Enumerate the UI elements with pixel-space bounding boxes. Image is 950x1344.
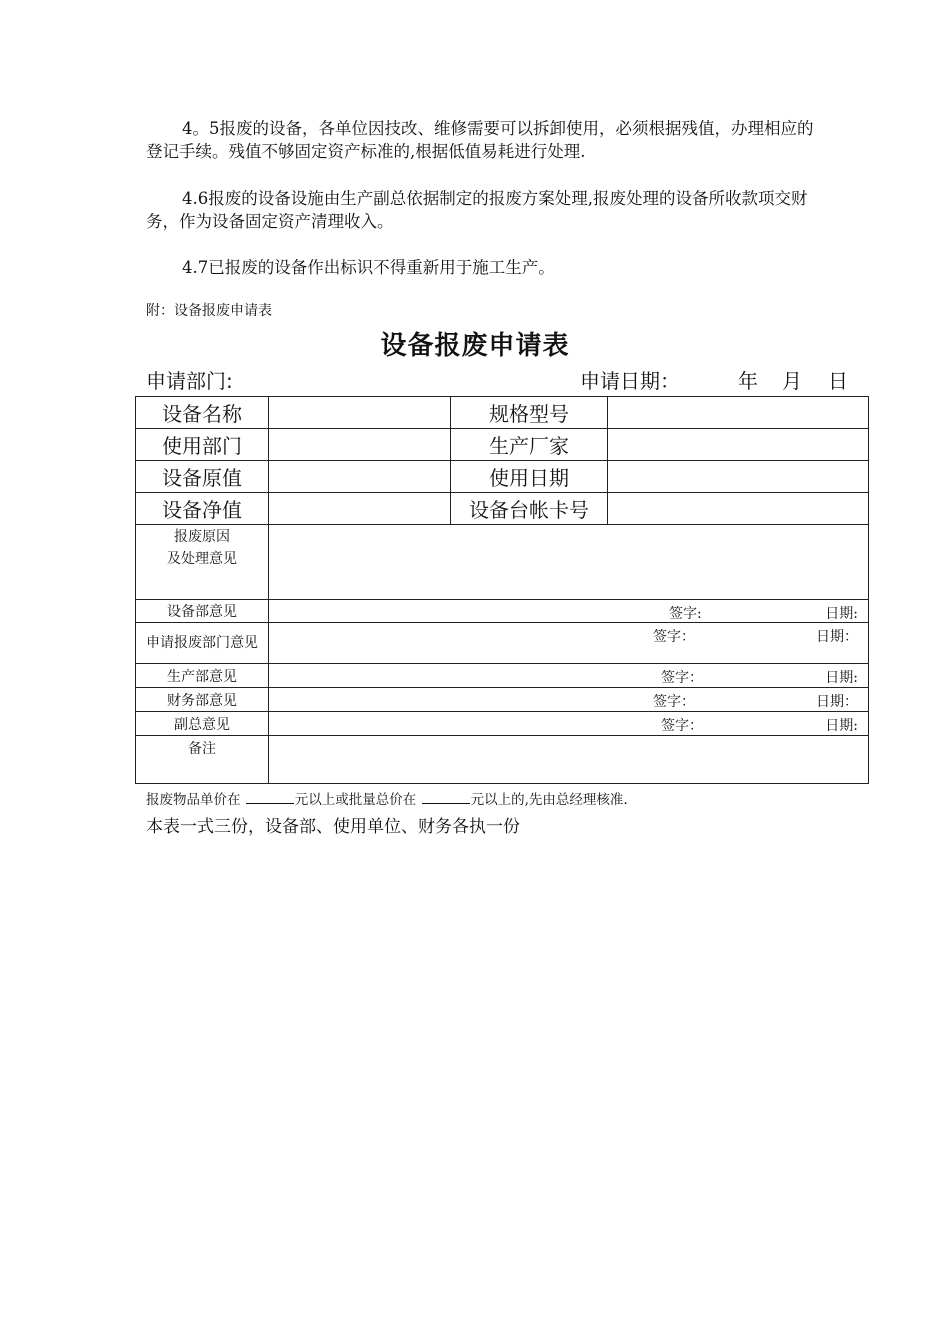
field-label: 设备名称 [136,397,269,429]
sign-label: 签字： [661,670,703,686]
opinion-label: 财务部意见 [136,688,269,712]
sign-label: 签字: [669,606,702,622]
year-label: 年 [738,369,758,393]
opinion-field[interactable] [269,664,869,688]
opinion-label: 副总意见 [136,712,269,736]
reason-label: 报废原因 及处理意见 [136,525,269,600]
approval-note: 报废物品单价在 元以上或批量总价在 元以上的,先由总经理核准. [146,792,628,808]
opinion-label: 申请报废部门意见 [136,623,269,664]
form-title: 设备报废申请表 [380,331,570,361]
attachment-caption: 附：设备报废申请表 [146,303,272,319]
date-label: 日期： [816,629,858,645]
scrap-application-form [135,396,869,784]
opinion-row [136,688,869,712]
form-row [136,493,869,525]
clause-4-7: 4.7已报废的设备作出标识不得重新用于施工生产。 [182,258,555,277]
opinion-row [136,712,869,736]
date-label: 日期: [825,670,858,686]
opinion-label: 生产部意见 [136,664,269,688]
form-row [136,429,869,461]
remark-field[interactable] [269,736,869,784]
using-dept-field[interactable] [269,429,451,461]
field-label: 生产厂家 [451,429,608,461]
opinion-field[interactable] [269,688,869,712]
field-label: 规格型号 [451,397,608,429]
field-label: 使用部门 [136,429,269,461]
opinion-field[interactable] [269,623,869,664]
field-label: 设备净值 [136,493,269,525]
clause-4-5: 4。5报废的设备，各单位因技改、维修需要可以拆卸使用，必须根据残值，办理相应的登记手续。残值不够固定资产标准的,根据低值易耗进行处理. [146,119,814,161]
sign-label: 签字： [653,694,695,710]
clause-4-6: 4.6报废的设备设施由生产副总依据制定的报废方案处理,报废处理的设备所收款项交财务，作为设备固定资产清理收入。 [146,189,808,231]
opinion-row [136,664,869,688]
batch-total-blank[interactable] [422,791,470,804]
field-label: 设备台帐卡号 [451,493,608,525]
sign-label: 签字： [653,629,695,645]
dept-label: 申请部门: [146,369,233,393]
date-label: 申请日期： [580,369,680,393]
ledger-card-no-field[interactable] [608,493,869,525]
reason-field[interactable] [269,525,869,600]
net-value-field[interactable] [269,493,451,525]
opinion-row [136,623,869,664]
date-label: 日期： [816,694,858,710]
use-date-field[interactable] [608,461,869,493]
manufacturer-field[interactable] [608,429,869,461]
form-row-reason [136,525,869,600]
apply-date [580,365,880,394]
original-value-field[interactable] [269,461,451,493]
copies-note: 本表一式三份，设备部、使用单位、财务各执一份 [146,817,520,837]
remark-label: 备注 [136,736,269,784]
unit-price-blank[interactable] [246,791,294,804]
sign-label: 签字： [661,718,703,734]
opinion-field[interactable] [269,712,869,736]
month-label: 月 [782,369,802,393]
form-row [136,397,869,429]
form-row [136,461,869,493]
spec-model-field[interactable] [608,397,869,429]
field-label: 使用日期 [451,461,608,493]
date-label: 日期: [825,606,858,622]
equipment-name-field[interactable] [269,397,451,429]
day-label: 日 [828,369,848,393]
date-label: 日期: [825,718,858,734]
field-label: 设备原值 [136,461,269,493]
remark-row [136,736,869,784]
opinion-field[interactable] [269,600,869,623]
opinion-row [136,600,869,623]
opinion-label: 设备部意见 [136,600,269,623]
